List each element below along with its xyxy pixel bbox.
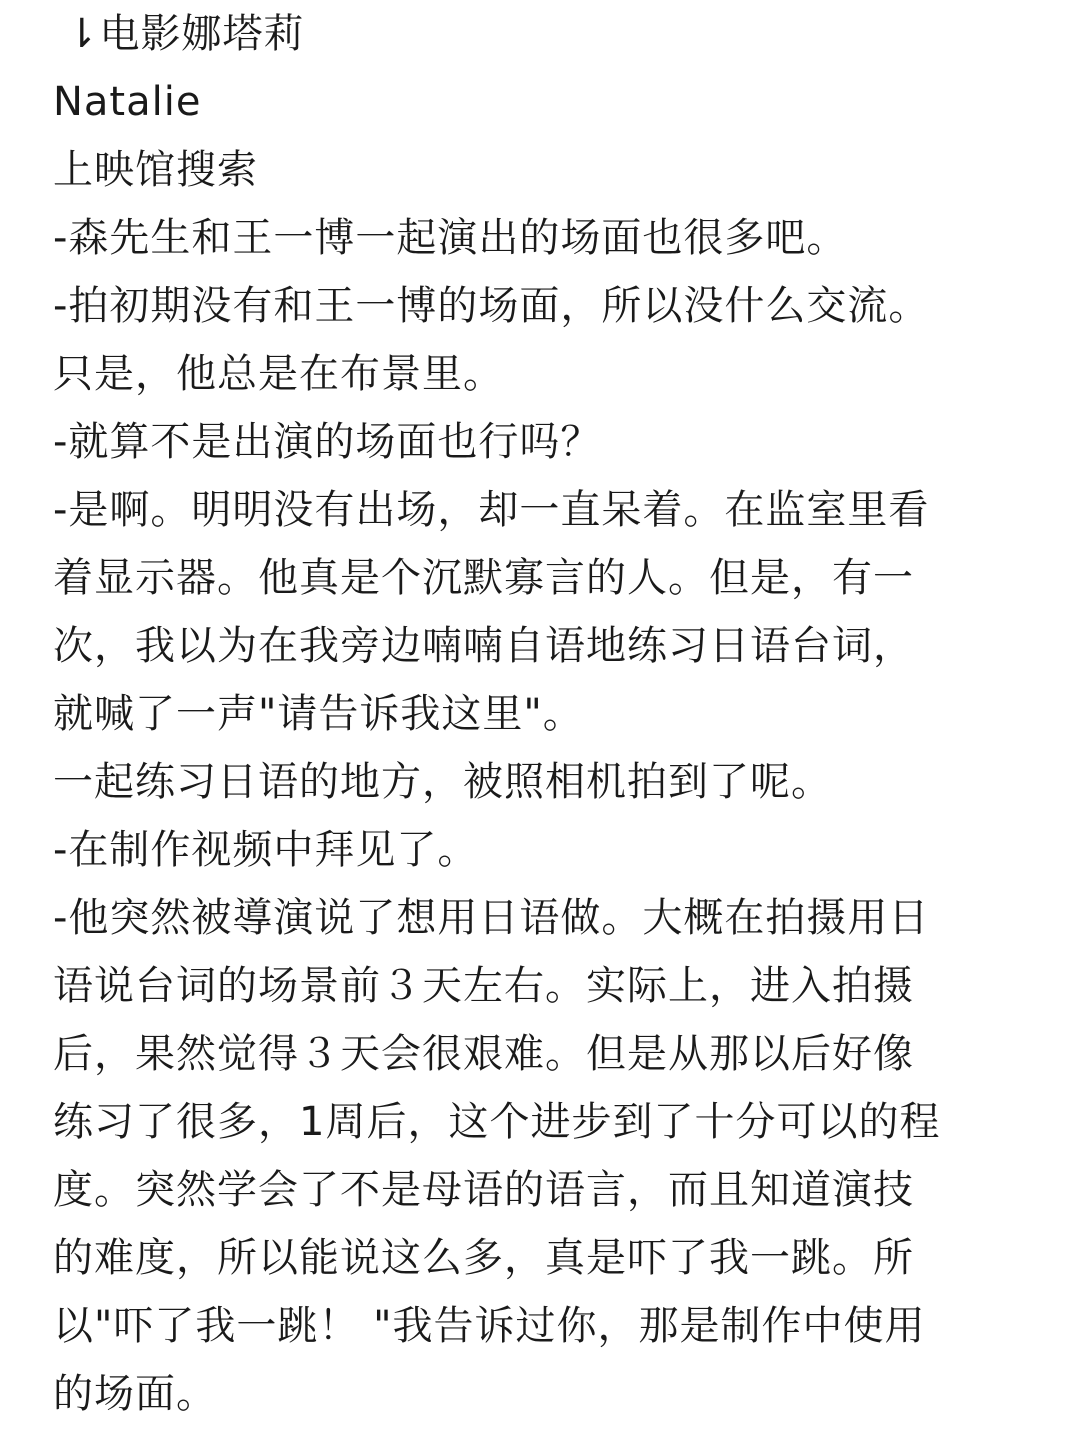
note-line: -拍初期没有和王一博的场面，所以没什么交流。 <box>53 283 930 329</box>
note-line: -是啊。明明没有出场，却一直呆着。在监室里看 <box>53 487 930 533</box>
note-line: 次，我以为在我旁边喃喃自语地练习日语台词， <box>53 623 914 669</box>
note-line: 语说台词的场景前３天左右。实际上，进入拍摄 <box>53 963 914 1009</box>
note-line: -在制作视频中拜见了。 <box>53 827 479 873</box>
note-line: 以"吓了我一跳！ "我告诉过你，那是制作中使用 <box>53 1303 926 1349</box>
note-line: -就算不是出演的场面也行吗？ <box>53 419 602 465</box>
note-line: 只是，他总是在布景里。 <box>53 351 504 397</box>
note-line: -森先生和王一博一起演出的场面也很多吧。 <box>53 215 848 261</box>
note-line: 上映馆搜索 <box>53 147 258 193</box>
note-line: 度。突然学会了不是母语的语言，而且知道演技 <box>53 1167 914 1213</box>
note-line: 的场面。 <box>53 1371 217 1417</box>
note-line: 就喊了一声"请告诉我这里"。 <box>53 691 584 737</box>
note-line: Natalie <box>53 79 202 125</box>
note-line: 后，果然觉得３天会很艰难。但是从那以后好像 <box>53 1031 914 1077</box>
note-line: 练习了很多，1周后，这个进步到了十分可以的程 <box>53 1099 941 1145</box>
note-line: 的难度，所以能说这么多，真是吓了我一跳。所 <box>53 1235 914 1281</box>
note-line: 着显示器。他真是个沉默寡言的人。但是，有一 <box>53 555 914 601</box>
note-line: -他突然被導演说了想用日语做。大概在拍摄用日 <box>53 895 930 941</box>
note-line: ⇂电影娜塔莉 <box>65 11 305 57</box>
note-line: 一起练习日语的地方，被照相机拍到了呢。 <box>53 759 832 805</box>
note-body <box>53 0 1053 1428</box>
